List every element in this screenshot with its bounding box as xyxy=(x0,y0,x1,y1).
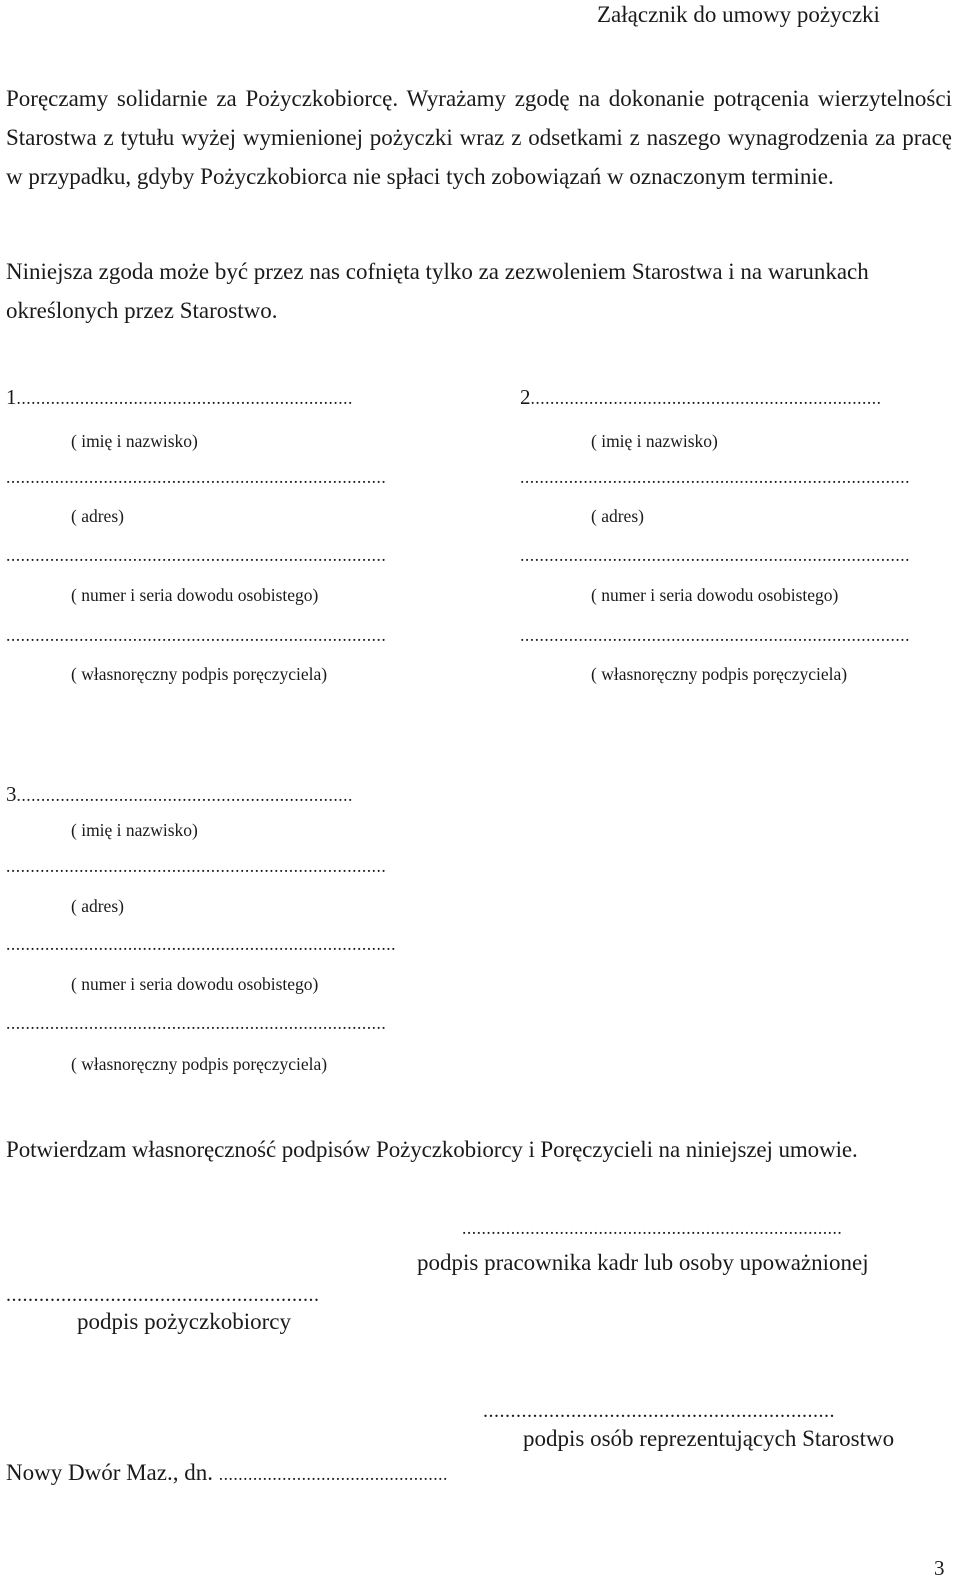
guarantor-1-id-line[interactable]: .............................................................................. xyxy=(6,545,387,565)
guarantor-2-name-line[interactable]: ........................................................................ xyxy=(530,388,882,408)
guarantor-2-id-label: ( numer i seria dowodu osobistego) xyxy=(591,585,839,605)
guarantor-2-id-line[interactable]: ................................................................................ xyxy=(520,545,910,565)
guarantor-1-name-line[interactable]: ..................................................................... xyxy=(16,388,353,408)
guarantor-2-number: 2 xyxy=(520,385,531,409)
guarantor-3-number: 3 xyxy=(6,782,17,806)
confirmation-statement: Potwierdzam własnoręczność podpisów Pożyczkobiorcy i Poręczycieli na niniejszej umowie. xyxy=(6,1137,858,1162)
guarantor-1-signature-line[interactable]: .............................................................................. xyxy=(6,625,387,645)
borrower-signature-label: podpis pożyczkobiorcy xyxy=(77,1309,291,1334)
guarantor-3-name-line[interactable]: ..................................................................... xyxy=(16,785,353,805)
guarantor-1-name-label: ( imię i nazwisko) xyxy=(71,431,198,451)
guarantor-3-id-label: ( numer i seria dowodu osobistego) xyxy=(71,974,319,994)
guarantor-1-number: 1 xyxy=(6,385,17,409)
consent-paragraph-2: Niniejsza zgoda może być przez nas cofnięta tylko za zezwoleniem Starostwa i na warunkach określonych przez Starostwo. xyxy=(6,259,869,323)
guarantor-3-id-line[interactable]: ................................................................................ xyxy=(6,934,396,954)
guarantor-2-address-line[interactable]: ................................................................................ xyxy=(520,467,910,487)
guarantor-3-name-label: ( imię i nazwisko) xyxy=(71,820,198,840)
hr-signature-line[interactable]: .............................................................................. xyxy=(462,1218,843,1238)
hr-signature-label: podpis pracownika kadr lub osoby upoważnionej xyxy=(417,1250,869,1275)
guarantor-3-address-line[interactable]: .............................................................................. xyxy=(6,856,387,876)
guarantor-3-address-label: ( adres) xyxy=(71,896,124,916)
consent-paragraph-1: Poręczamy solidarnie za Pożyczkobiorcę. Wyrażamy zgodę na dokonanie potrącenia wierzytelności Starostwa z tytułu wyżej wymienionej pożyczki wraz z odsetkami z naszego wynagrodzenia za pracę w przypadku, gdyby Pożyczkobiorca nie spłaci tych zobowiązań w oznaczonym terminie. xyxy=(6,86,952,189)
page-number: 3 xyxy=(934,1556,945,1580)
place-date-field xyxy=(6,1460,448,1486)
guarantor-2-signature-label: ( własnoręczny podpis poręczyciela) xyxy=(591,664,848,684)
guarantor-2-signature-line[interactable]: ................................................................................ xyxy=(520,625,910,645)
office-signature-line[interactable]: ................................................................ xyxy=(483,1400,835,1422)
guarantor-1-signature-label: ( własnoręczny podpis poręczyciela) xyxy=(71,664,328,684)
office-signature-label: podpis osób reprezentujących Starostwo xyxy=(523,1426,895,1451)
guarantor-2-name-label: ( imię i nazwisko) xyxy=(591,431,718,451)
guarantor-1-id-label: ( numer i seria dowodu osobistego) xyxy=(71,585,319,605)
place-date-label: Nowy Dwór Maz., dn. xyxy=(6,1460,213,1485)
guarantor-1-address-line[interactable]: .............................................................................. xyxy=(6,467,387,487)
guarantor-1-address-label: ( adres) xyxy=(71,506,124,526)
date-line[interactable]: ............................................... xyxy=(218,1464,448,1484)
guarantor-3-signature-label: ( własnoręczny podpis poręczyciela) xyxy=(71,1054,328,1074)
guarantor-3-signature-line[interactable]: .............................................................................. xyxy=(6,1013,387,1033)
guarantor-2-address-label: ( adres) xyxy=(591,506,644,526)
borrower-signature-line[interactable]: ......................................................... xyxy=(6,1284,320,1306)
attachment-title: Załącznik do umowy pożyczki xyxy=(597,2,880,27)
